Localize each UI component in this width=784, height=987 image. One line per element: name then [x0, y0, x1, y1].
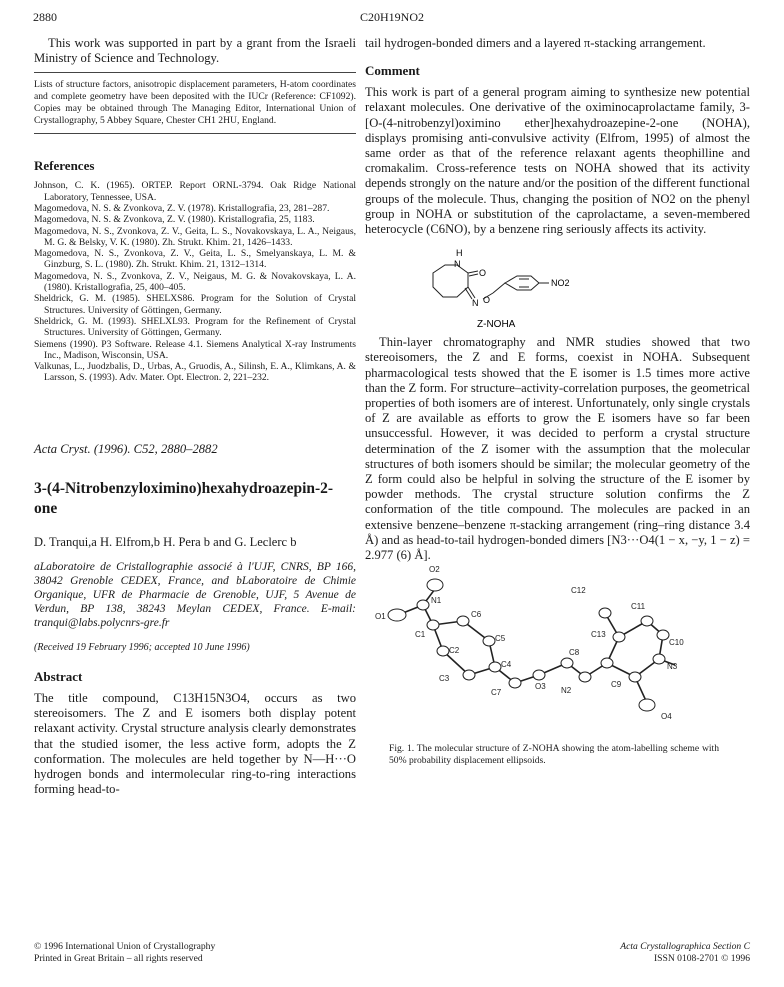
label-o1: O1 — [375, 612, 386, 622]
reference-item: Magomedova, N. S. & Zvonkova, Z. V. (1980). Kristallografia, 25, 1183. — [34, 214, 315, 226]
page-header — [33, 10, 751, 30]
reference-item: Magomedova, N. S., Zvonkova, Z. V., Neigaus, M. G. & Novakovskaya, L. A. (1980). Kristallografia, 25, 400–405. — [34, 270, 356, 294]
label-c10: C10 — [669, 638, 684, 648]
atom-c3 — [463, 670, 475, 680]
atom-n1 — [417, 600, 429, 610]
page-number: 2880 — [33, 10, 57, 24]
label-n1: N1 — [431, 596, 442, 606]
reference-item: Siemens (1990). P3 Software. Release 4.1. Siemens Analytical X-ray Instruments Inc., Madison, Wisconsin, USA. — [34, 338, 356, 361]
z-noha-structure-drawing — [365, 243, 750, 335]
reference-item: Johnson, C. K. (1965). ORTEP. Report ORNL-3794. Oak Ridge National Laboratory, Tennessee, USA. — [34, 180, 356, 203]
atom-c8 — [579, 672, 591, 682]
atom-c9 — [601, 658, 613, 668]
label-c5: C5 — [495, 634, 506, 644]
abstract-text: The title compound, C13H15N3O4, occurs as two stereoisomers. The Z and E isomers both display potent relaxant activity. Crystal structure analysis clearly demonstrates that the studied isomer, the less active form, adopts the Z conformation. The molecules are held together by N—H···O hydrogen bonds and intermolecular ring-to-ring interactions forming head-to- — [34, 690, 356, 797]
atom-n2 — [561, 658, 573, 668]
chemical-scheme — [365, 243, 750, 335]
abstract-continuation: tail hydrogen-bonded dimers and a layered π-stacking arrangement. — [365, 36, 706, 50]
running-title: C20H19NO2 — [359, 10, 424, 24]
acknowledgement: This work was supported in part by a grant from the Israeli Ministry of Science and Technology. — [34, 36, 356, 66]
scheme-o-label: O — [479, 268, 487, 279]
abstract-heading: Abstract — [34, 668, 83, 684]
reference-item: Sheldrick, G. M. (1985). SHELXS86. Program for the Solution of Crystal Structures. University of Göttingen, Germany. — [34, 293, 356, 316]
atom-c4 — [489, 662, 501, 672]
journal-section: Acta Crystallographica Section C — [620, 941, 750, 952]
authors: D. Tranqui,a H. Elfrom,b H. Pera b and G. Leclerc b — [34, 534, 297, 549]
scheme-nitro-label: NO2 — [551, 278, 570, 289]
atom-c6 — [457, 616, 469, 626]
atom-c12 — [599, 608, 611, 618]
atom-o4 — [639, 699, 655, 711]
atom-c13 — [613, 632, 625, 642]
label-n3: N3 — [667, 662, 678, 672]
right-column — [365, 36, 750, 766]
label-c2: C2 — [449, 646, 460, 656]
printed-notice: Printed in Great Britain – all rights reserved — [34, 952, 203, 964]
atom-o2 — [427, 579, 443, 591]
paper-title: 3-(4-Nitrobenzyloximino)hexahydroazepin-2-one — [34, 479, 334, 517]
label-c11: C11 — [631, 602, 646, 612]
journal-citation-text: Acta Cryst. (1996). C52, 2880–2882 — [34, 441, 218, 456]
atom-c5 — [483, 636, 495, 646]
label-c8: C8 — [569, 648, 580, 658]
label-o3: O3 — [535, 682, 546, 692]
atom-c11 — [641, 616, 653, 626]
references-heading: References — [34, 158, 95, 174]
atom-c9-b — [629, 672, 641, 682]
divider — [34, 72, 356, 73]
copyright-notice: © 1996 International Union of Crystallography — [34, 941, 216, 952]
label-c7: C7 — [491, 688, 502, 698]
divider — [34, 133, 356, 134]
issn: ISSN 0108-2701 © 1996 — [653, 952, 750, 964]
label-n2: N2 — [561, 686, 572, 696]
ortep-molecular-diagram — [365, 563, 750, 738]
label-c9: C9 — [611, 680, 622, 690]
comment-paragraph-1: This work is part of a general program aiming to synthesize new potential relaxant molecules. One derivative of the oximinocaprolactame family, 3-[O-(4-nitrobenzyl)oximino ether]hexahydroazepine-2-one (NOHA), displays promising anti-convulsive activity (Elfrom, 1995) of almost the same order as that of the reference relaxant agents theophilline and cromakalim. Cross-reference tests on NOHA showed that its activity depends strongly on the nature and/or the position of the different functional groups of the molecule. Thus, changing the position of NO2 on the phenyl group in NOHA or substitution of the caprolactame, a seven-membered heterocycle (C6NO), by a benzene ring seriously affects its activity. — [365, 85, 750, 237]
affiliation: aLaboratoire de Cristallographie associé à l'UJF, CNRS, BP 166, 38042 Grenoble CEDEX, France, and bLaboratoire de Chimie Organique, UFR de Pharmacie de Grenoble, UJF, 5 Avenue de Verdun, BP 138, 38243 Meylan CEDEX, France. E-mail: tranqui@labs.polycnrs-gre.fr — [34, 560, 356, 629]
left-column — [34, 36, 356, 797]
label-c6: C6 — [471, 610, 482, 620]
reference-item: Magomedova, N. S., Zvonkova, Z. V., Geita, L. S., Novakovskaya, L. A., Neigaus, M. G. & Belsky, V. K. (1980). Zh. Strukt. Khim. 21, 1426–1433. — [34, 225, 356, 248]
label-o2: O2 — [429, 565, 440, 575]
scheme-label: Z-NOHA — [477, 319, 516, 331]
label-c13: C13 — [591, 630, 606, 640]
label-o4: O4 — [661, 712, 672, 722]
figure-caption: Fig. 1. The molecular structure of Z-NOHA showing the atom-labelling scheme with 50% probability displacement ellipsoids. — [389, 743, 719, 766]
label-c4: C4 — [501, 660, 512, 670]
atom-c7 — [509, 678, 521, 688]
footer-right — [620, 941, 750, 964]
atom-c2 — [437, 646, 449, 656]
atom-o1 — [388, 609, 406, 621]
atom-o3 — [533, 670, 545, 680]
journal-citation — [34, 442, 356, 457]
scheme-n-label: N — [472, 298, 479, 309]
label-c3: C3 — [439, 674, 450, 684]
reference-item: Valkunas, L., Juodzbalis, D., Urbas, A., Gruodis, A., Silinsh, E. A., Klimkans, A. & Larsson, S. (1993). Adv. Mater. Opt. Electron. 2, 221–232. — [34, 361, 356, 384]
label-c12: C12 — [571, 586, 586, 596]
scheme-h-label: H — [456, 248, 463, 259]
deposit-note: Lists of structure factors, anisotropic displacement parameters, H-atom coordinates and complete geometry have been deposited with the IUCr (Reference: CF1092). Copies may be obtained through The Managing Editor, International Union of Crystallography, 5 Abbey Square, Chester CH1 2HU, England. — [34, 79, 356, 127]
scheme-o-label: O — [483, 295, 491, 306]
reference-list — [34, 180, 356, 383]
scheme-n-label: N — [454, 259, 461, 270]
atom-c10 — [657, 630, 669, 640]
label-c1: C1 — [415, 630, 426, 640]
comment-heading: Comment — [365, 63, 420, 79]
reference-item: Magomedova, N. S., Zvonkova, Z. V., Geita, L. S., Smelyanskaya, L. M. & Ginzburg, S. L. (1980). Zh. Strukt. Khim. 21, 1312–1314. — [34, 248, 356, 271]
received-dates: (Received 19 February 1996; accepted 10 June 1996) — [34, 641, 250, 653]
atom-c1 — [427, 620, 439, 630]
comment-paragraph-2: Thin-layer chromatography and NMR studies showed that two stereoisomers, the Z and E forms, coexist in NOHA. Subsequent pharmacological tests showed that the E isomer is 1.5 times more active than the Z form. For structure–activity-correlation purposes, the geometrical properties of both isomers are of interest. Unfortunately, only single crystals of Z are available as efforts to grow the E isomers have so far been unsuccessful. However, it was decided to perform a crystal structure determination of the Z isomer with the assumption that the molecular structures of both isomers should be similar; the molecular geometry of the Z form could also be helpful in solving the structure of the E isomer by powder methods. The crystal structure solution confirms the Z conformation of the title compound. The molecules are packed in an extensive benzene–benzene π-stacking arrangement (ring–ring distance 3.4 Å) and as head-to-tail hydrogen-bonded dimers [N3···O4(1 − x, −y, 1 − z) = 2.977 (6) Å]. — [365, 335, 750, 563]
reference-item: Sheldrick, G. M. (1993). SHELXL93. Program for the Refinement of Crystal Structures. University of Göttingen, Germany. — [34, 315, 356, 339]
figure-1 — [365, 563, 750, 766]
atom-n3 — [653, 654, 665, 664]
reference-item: Magomedova, N. S. & Zvonkova, Z. V. (1978). Kristallografia, 23, 281–287. — [34, 203, 330, 214]
footer-left — [34, 941, 215, 964]
